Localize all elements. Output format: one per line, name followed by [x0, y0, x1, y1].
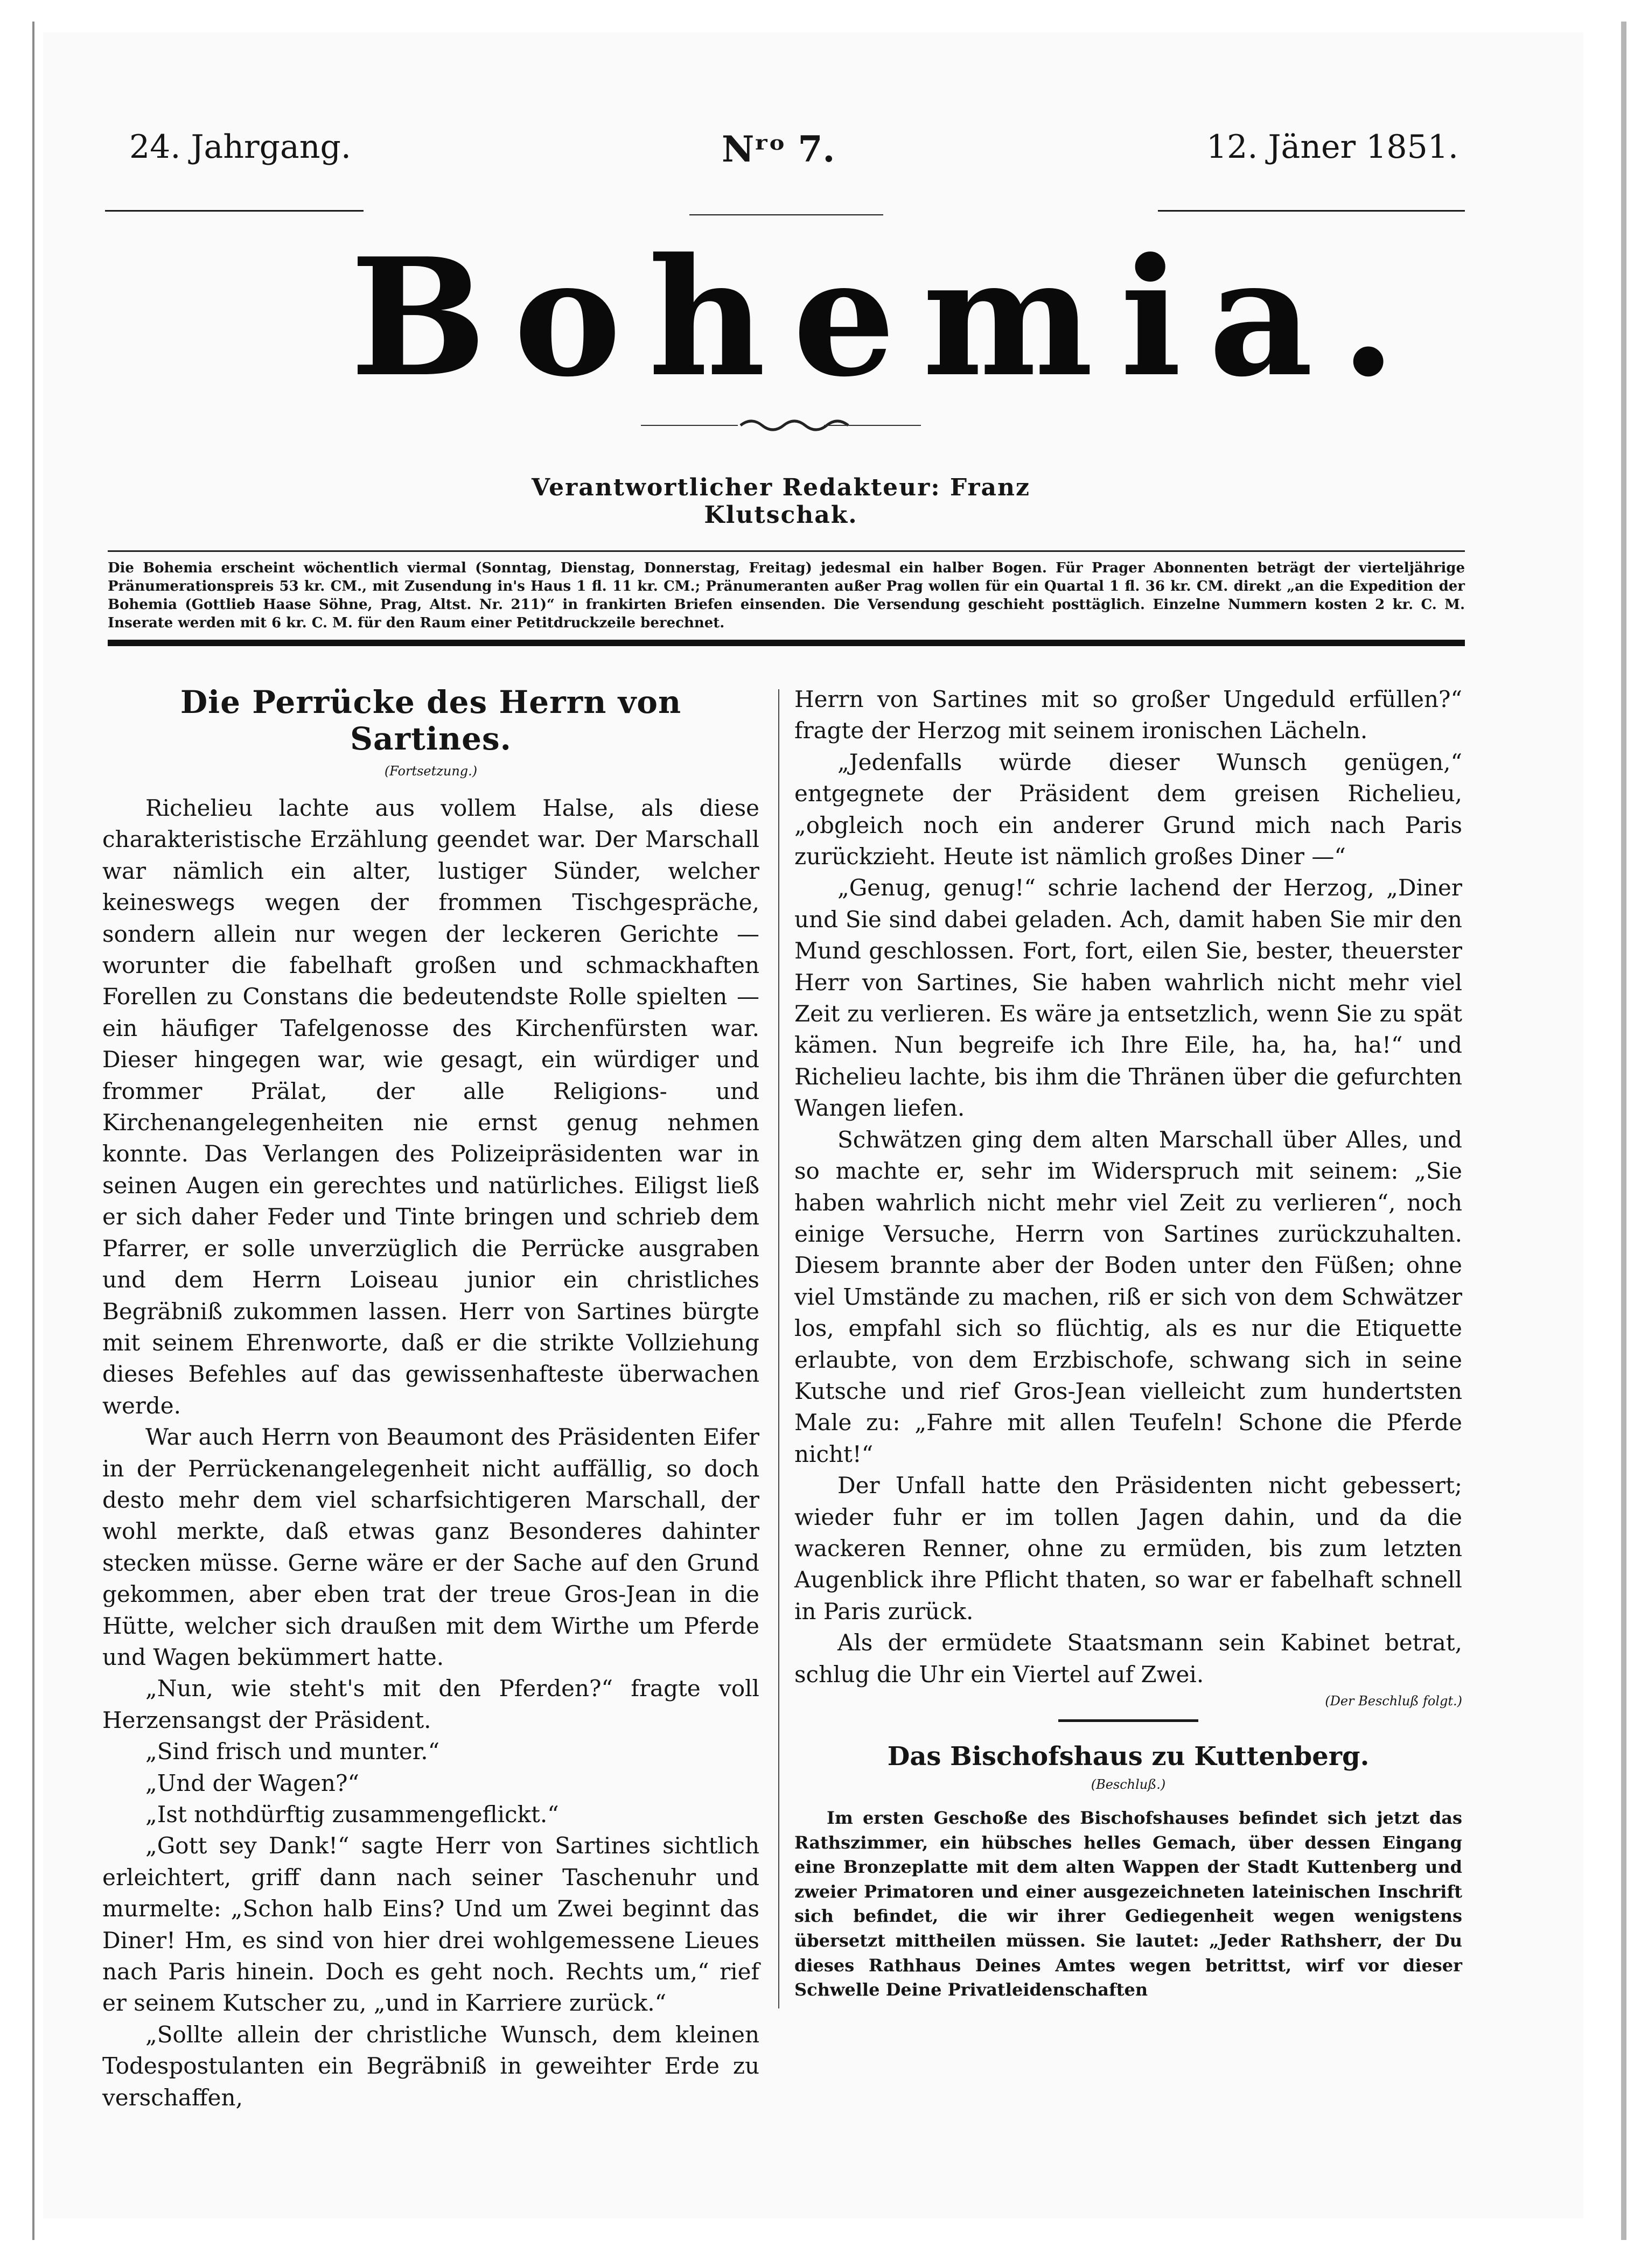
paragraph: „Und der Wagen?“ [145, 1769, 359, 1796]
notice-rule-bottom [108, 640, 1465, 646]
paragraph: „Genug, genug!“ schrie lachend der Herzog, „Diner und Sie sind dabei geladen. Ach, damit haben Sie mir den Mund geschlossen. Fort, fort, eilen Sie, bester, theuerster Herr von Sartines, Sie haben wahrlich nicht mehr viel Zeit zu verlieren. Es wäre ja entsetzlich, wenn Sie zu spät kämen. Nun begreife ich Ihre Eile, ha, ha, ha!“ und Richelieu lachte, bis ihm die Thränen über die gefurchten Wangen liefen. [794, 874, 1462, 1122]
article-separator [1058, 1719, 1198, 1722]
paragraph: Schwätzen ging dem alten Marschall über Alles, und so machte er, sehr im Widerspruch mit seinem: „Sie haben wahrlich nicht mehr viel Zeit zu verlieren“, noch einige Versuche, Herrn von Sartines zurückzuhalten. Diesem brannte aber der Boden unter den Füßen; ohne viel Umstände zu machen, riß er sich von dem Schwätzer los, empfahl sich so flüchtig, als es nur die Etiquette erlaubte, von dem Erzbischofe, schwang sich in seine Kutsche und rief Gros-Jean vielleicht zum hundertsten Male zu: „Fahre mit allen Teufeln! Schone die Pferde nicht!“ [794, 1126, 1462, 1467]
notice-rule-top [108, 550, 1465, 552]
paragraph: „Ist nothdürftig zusammengeflickt.“ [145, 1801, 559, 1828]
header-rule-left [105, 210, 364, 212]
paragraph: Herrn von Sartines mit so großer Ungeduld erfüllen?“ fragte der Herzog mit seinem ironischen Lächeln. [794, 686, 1462, 744]
paragraph: Der Unfall hatte den Präsidenten nicht gebessert; wieder fuhr er im tollen Jagen dahin, und da die wackeren Renner, ohne zu ermüden, bis zum letzten Augenblick ihre Pflicht thaten, so war er fabelhaft schnell in Paris zurück. [794, 1472, 1462, 1625]
article2-subtitle: (Beschluß.) [1091, 1777, 1166, 1792]
article-title: Die Perrücke des Herrn von Sartines. [180, 684, 682, 757]
article-subtitle: (Fortsetzung.) [384, 764, 478, 779]
ornament-divider [641, 415, 921, 436]
paragraph: Als der ermüdete Staatsmann sein Kabinet betrat, schlug die Uhr ein Viertel auf Zwei. [794, 1629, 1462, 1688]
paragraph: „Jedenfalls würde dieser Wunsch genügen,“ entgegnete der Präsident dem greisen Richelieu, „obgleich noch ein anderer Grund mich nach Paris zurückzieht. Heute ist nämlich großes Diner —“ [794, 748, 1462, 870]
continuation-note: (Der Beschluß folgt.) [1325, 1693, 1462, 1709]
column-divider [778, 689, 779, 2008]
header-rule-right [1158, 210, 1465, 212]
column-left [102, 684, 759, 2113]
column-right [794, 684, 1462, 2003]
editor-line: Verantwortlicher Redakteur: Franz Klutschak. [531, 474, 1031, 529]
paragraph: Richelieu lachte aus vollem Halse, als diese charakteristische Erzählung geendet war. Der Marschall war nämlich ein alter, lustiger Sünder, welcher keineswegs wegen der frommen Tischgespräche, sondern allein nur wegen der leckeren Gerichte — worunter die fabelhaft großen und schmackhaften Forellen zu Constans die bedeutendste Rolle spielten — ein häufiger Tafelgenosse des Kirchenfürsten war. Dieser hingegen war, wie gesagt, ein würdiger und frommer Prälat, der alle Religions- und Kirchenangelegenheiten nie ernst genug nehmen konnte. Das Verlangen des Polizeipräsidenten war in seinen Augen ein gerechtes und natürliches. Eiligst ließ er sich daher Feder und Tinte bringen und schrieb dem Pfarrer, er solle unverzüglich die Perrücke ausgraben und dem Herrn Loiseau junior ein christliches Begräbniß zukommen lassen. Herr von Sartines bürgte mit seinem Ehrenworte, daß er die strikte Vollziehung dieses Befehles auf das gewissenhafteste überwachen werde. [102, 795, 759, 1419]
article2-title: Das Bischofshaus zu Kuttenberg. [887, 1741, 1370, 1772]
paragraph: „Sollte allein der christliche Wunsch, dem kleinen Todespostulanten ein Begräbniß in geweihter Erde zu verschaffen, [102, 2021, 759, 2111]
paragraph: War auch Herrn von Beaumont des Präsidenten Eifer in der Perrückenangelegenheit nicht auffällig, so doch desto mehr dem viel scharfsichtigeren Marschall, der wohl merkte, daß etwas ganz Besonderes dahinter stecken müsse. Gerne wäre er der Sache auf den Grund gekommen, aber eben trat der treue Gros-Jean in die Hütte, welcher sich draußen mit dem Wirthe um Pferde und Wagen bekümmert hatte. [102, 1424, 759, 1670]
subscription-notice: Die Bohemia erscheint wöchentlich viermal (Sonntag, Dienstag, Donnerstag, Freitag) jedesmal ein halber Bogen. Für Prager Abonnenten beträgt der vierteljährige Pränumerationspreis 53 kr. CM., mit Zusendung in's Haus 1 fl. 11 kr. CM.; Pränumeranten außer Prag wollen für ein Quartal 1 fl. 36 kr. CM. direkt „an die Expedition der Bohemia (Gottlieb Haase Söhne, Prag, Altst. Nr. 211)“ in frankirten Briefen einsenden. Die Versendung geschieht posttäglich. Einzelne Nummern kosten 2 kr. C. M. Inserate werden mit 6 kr. C. M. für den Raum einer Petitdruckzeile berechnet. [108, 560, 1465, 631]
page-edge-right [1621, 22, 1626, 2240]
masthead-title: Bohemia. [350, 222, 1423, 412]
paragraph: „Gott sey Dank!“ sagte Herr von Sartines sichtlich erleichtert, griff dann nach seiner Taschenuhr und murmelte: „Schon halb Eins? Und um Zwei beginnt das Diner! Hm, es sind von hier drei wohlgemessene Lieues nach Paris hinein. Doch es geht noch. Rechts um,“ rief er seinem Kutscher zu, „und in Karriere zurück.“ [102, 1832, 759, 2017]
issue-date: 12. Jäner 1851. [1206, 128, 1458, 166]
paragraph: „Nun, wie steht's mit den Pferden?“ fragte voll Herzensangst der Präsident. [102, 1675, 759, 1733]
paragraph: „Sind frisch und munter.“ [145, 1738, 440, 1765]
issue-number: Nʳᵒ 7. [722, 128, 835, 170]
article2-text: Im ersten Geschoße des Bischofshauses befindet sich jetzt das Rathszimmer, ein hübsches helles Gemach, über dessen Eingang eine Bronzeplatte mit dem alten Wappen der Stadt Kuttenberg und zweier Primatoren und einer ausgezeichneten lateinischen Inschrift sich befindet, die wir ihrer Gediegenheit wegen wenigstens übersetzt mittheilen müssen. Sie lautet: „Jeder Rathsherr, der Du dieses Rathhaus Deines Amtes wegen betrittst, wirf vor dieser Schwelle Deine Privatleidenschaften [794, 1808, 1462, 2000]
header-rule-center [689, 214, 883, 215]
year-volume: 24. Jahrgang. [129, 128, 351, 166]
page-edge-left [32, 22, 34, 2240]
